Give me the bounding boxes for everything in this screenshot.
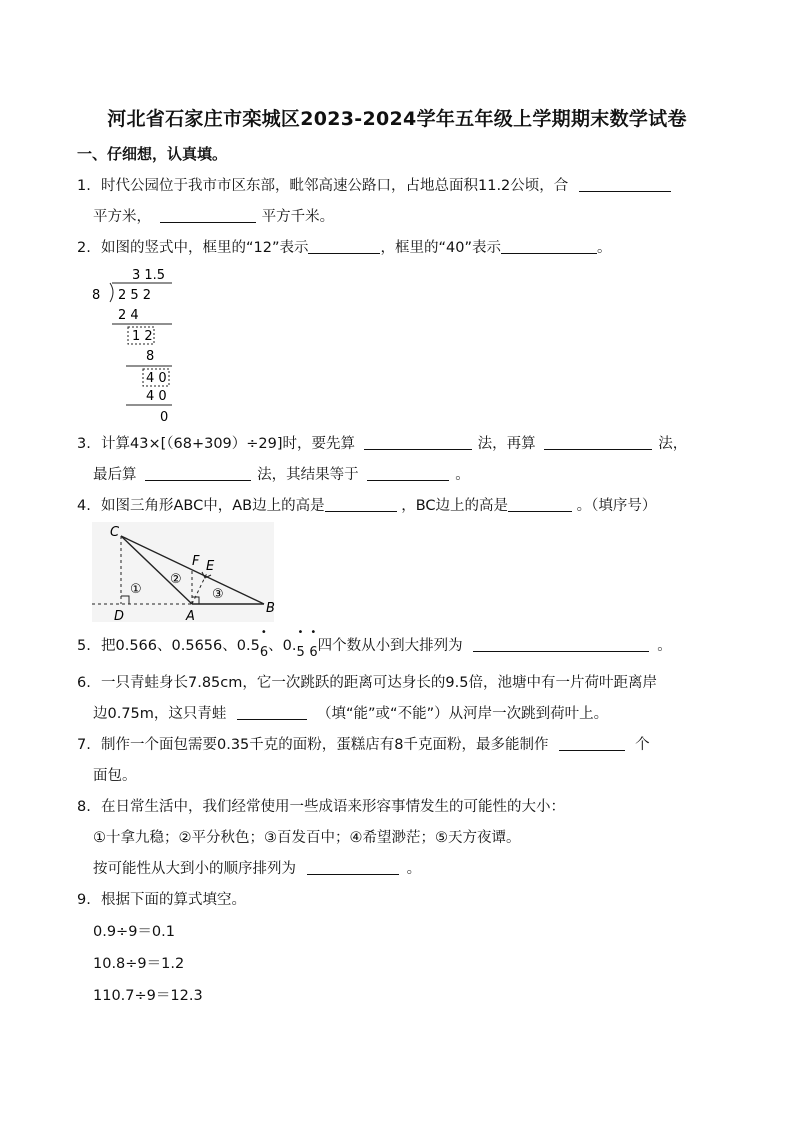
question-4-line-1 [77, 496, 656, 516]
answer-blank[interactable] [367, 465, 449, 481]
question-1-line-2 [93, 207, 334, 227]
divisor: 8 [92, 288, 101, 303]
answer-blank[interactable] [237, 704, 307, 720]
question-number: 8. [77, 799, 91, 815]
repeating-digit: • 5 [296, 627, 305, 660]
equation-1: 0.9÷9＝0.1 [93, 924, 175, 940]
question-7-line-2 [93, 766, 137, 786]
question-text: 平方千米。 [261, 209, 335, 225]
question-number: 3. [77, 436, 91, 452]
question-text: 如图的竖式中，框里的“12”表示 [101, 240, 309, 256]
triangle-figure [88, 520, 278, 626]
question-text: 计算43×[（68+309）÷29]时，要先算 [101, 436, 356, 452]
question-text: 时代公园位于我市市区东部，毗邻高速公路口，占地总面积11.2公顷，合 [101, 178, 569, 194]
step-8: 8 [146, 349, 155, 364]
answer-blank[interactable] [364, 434, 472, 450]
answer-blank[interactable] [160, 207, 256, 223]
question-9-line-1 [77, 890, 246, 910]
question-text: 个 [635, 737, 650, 753]
question-text: 边0.75m，这只青蛙 [93, 706, 227, 722]
step-40: 4 0 [146, 371, 167, 386]
question-text: 一只青蛙身长7.85cm，它一次跳跃的距离可达身长的9.5倍，池塘中有一片荷叶距离岸 [101, 675, 657, 691]
answer-blank[interactable] [559, 735, 625, 751]
question-text: 在日常生活中，我们经常使用一些成语来形容事情发生的可能性的大小： [101, 799, 565, 815]
question-text: 。 [657, 638, 672, 654]
answer-blank[interactable] [579, 176, 671, 192]
answer-blank[interactable] [325, 496, 397, 512]
equation-3: 110.7÷9＝12.3 [93, 988, 203, 1004]
question-number: 6. [77, 675, 91, 691]
question-text: 制作一个面包需要0.35千克的面粉，蛋糕店有8千克面粉，最多能制作 [101, 737, 549, 753]
question-number: 7. [77, 737, 91, 753]
question-2-line-1 [77, 238, 611, 258]
question-7-line-1 [77, 735, 650, 755]
question-text: 。（填序号） [576, 498, 657, 514]
long-division-figure [88, 264, 188, 426]
page-title: 河北省石家庄市栾城区2023-2024学年五年级上学期期末数学试卷 [107, 108, 687, 130]
question-text: 四个数从小到大排列为 [317, 638, 463, 654]
marker-3: ③ [212, 587, 224, 602]
question-3-line-1 [77, 434, 687, 454]
question-number: 5. [77, 638, 91, 654]
question-text: 。 [455, 467, 470, 483]
question-text: 法，其结果等于 [257, 467, 359, 483]
question-5-line-1 [77, 627, 672, 660]
marker-1: ① [130, 582, 142, 597]
question-text: 法，再算 [477, 436, 536, 452]
question-8-line-1 [77, 797, 565, 817]
question-text: 把0.566、0.5656、0.5 [101, 638, 260, 654]
label-a: A [186, 609, 195, 624]
answer-blank[interactable] [508, 496, 572, 512]
answer-blank[interactable] [308, 238, 380, 254]
dividend: 2 5 2 [118, 288, 152, 303]
question-text: 最后算 [93, 467, 137, 483]
question-3-line-2 [93, 465, 470, 485]
question-6-line-1 [77, 673, 657, 693]
idiom-options: ①十拿九稳；②平分秋色；③百发百中；④希望渺茫；⑤天方夜谭。 [93, 830, 521, 846]
answer-blank[interactable] [473, 636, 649, 652]
figure-background [92, 522, 274, 622]
question-text: （填“能”或“不能”）从河岸一次跳到荷叶上。 [317, 706, 609, 722]
question-text: 法， [658, 436, 688, 452]
answer-blank[interactable] [307, 859, 399, 875]
question-text: 如图三角形ABC中，AB边上的高是 [101, 498, 325, 514]
question-text: 、0. [268, 638, 297, 654]
answer-blank[interactable] [145, 465, 251, 481]
answer-blank[interactable] [544, 434, 652, 450]
question-text: 。 [596, 240, 612, 256]
label-e: E [206, 559, 215, 574]
division-bracket [110, 283, 113, 302]
step-24: 2 4 [118, 308, 139, 323]
question-text: 面包。 [93, 768, 137, 784]
repeating-digit: • 6 [259, 627, 269, 660]
equation-2: 10.8÷9＝1.2 [93, 956, 185, 972]
step-40b: 4 0 [146, 389, 167, 404]
step-12: 1 2 [132, 329, 153, 344]
question-1-line-1 [77, 176, 671, 196]
question-text: ，框里的“40”表示 [380, 240, 501, 256]
answer-blank[interactable] [501, 238, 597, 254]
question-text: 。 [406, 861, 422, 877]
question-text: 根据下面的算式填空。 [101, 892, 246, 908]
label-f: F [192, 554, 200, 569]
label-c: C [110, 525, 120, 540]
remainder: 0 [160, 410, 169, 425]
question-number: 4. [77, 498, 91, 514]
question-number: 1. [77, 178, 91, 194]
question-number: 2. [77, 240, 91, 256]
marker-2: ② [170, 572, 182, 587]
question-8-line-2 [93, 828, 521, 848]
question-text: 按可能性从大到小的顺序排列为 [93, 861, 296, 877]
label-d: D [114, 609, 125, 624]
quotient: 3 1.5 [132, 268, 166, 283]
question-text: 平方米， [93, 209, 151, 225]
question-8-line-3 [93, 859, 421, 879]
question-6-line-2 [93, 704, 608, 724]
section-heading: 一、仔细想，认真填。 [77, 145, 228, 163]
repeating-digit: • 6 [309, 627, 318, 660]
label-b: B [266, 601, 275, 616]
question-number: 9. [77, 892, 91, 908]
question-text: ，BC边上的高是 [401, 498, 509, 514]
